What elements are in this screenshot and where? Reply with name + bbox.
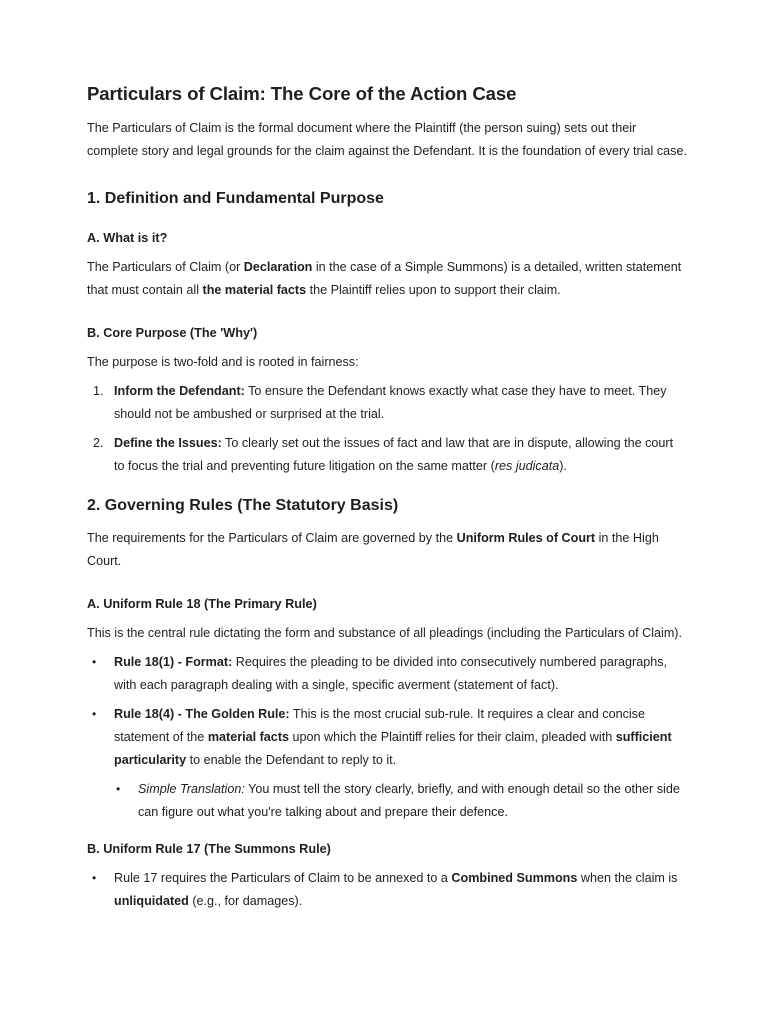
- bold-term: Define the Issues:: [114, 436, 222, 450]
- bold-term: Uniform Rules of Court: [456, 531, 596, 545]
- list-item: [87, 432, 687, 478]
- text-run: To clearly set out the issues of fact and law that are in dispute, allowing the court to focus the trial and preventing future litigation on the same matter (: [114, 436, 674, 473]
- bullet-icon: •: [92, 707, 97, 721]
- subsection-2a-intro: This is the central rule dictating the form and substance of all pleadings (including the Particulars of Claim).: [87, 626, 682, 640]
- subsection-2b-heading: B. Uniform Rule 17 (The Summons Rule): [87, 842, 331, 856]
- subsection-1b-intro: The purpose is two-fold and is rooted in fairness:: [87, 355, 359, 369]
- text-run: in the High Court.: [87, 531, 659, 568]
- italic-term: res judicata: [494, 459, 560, 473]
- bold-term: Combined Summons: [451, 871, 578, 885]
- text-run: The requirements for the Particulars of Claim are governed by the: [87, 531, 457, 545]
- page-title: Particulars of Claim: The Core of the Action Case: [87, 83, 517, 104]
- text-run: the Plaintiff relies upon to support their claim.: [306, 283, 561, 297]
- section-2-intro: [87, 527, 687, 573]
- list-number: 1.: [93, 384, 104, 398]
- list-item: [87, 651, 687, 697]
- text-run: Rule 17 requires the Particulars of Claim to be annexed to a: [114, 871, 452, 885]
- bold-term: the material facts: [202, 283, 307, 297]
- text-run: To ensure the Defendant knows exactly what case they have to meet. They should not be ambushed or surprised at the trial.: [114, 384, 667, 421]
- text-run: upon which the Plaintiff relies for their claim, pleaded with: [289, 730, 616, 744]
- rule-17-list: [87, 867, 687, 913]
- text-run: (e.g., for damages).: [188, 894, 303, 908]
- text-run: This is the most crucial sub-rule. It requires a clear and concise statement of the: [114, 707, 645, 744]
- subsection-1a-heading: A. What is it?: [87, 231, 168, 245]
- text-run: The Particulars of Claim (or: [87, 260, 244, 274]
- subsection-1b-heading: B. Core Purpose (The 'Why'): [87, 326, 258, 340]
- rule-18-list: [87, 651, 687, 772]
- section-2-heading: 2. Governing Rules (The Statutory Basis): [87, 497, 399, 514]
- bullet-icon: •: [92, 655, 97, 669]
- bullet-icon: •: [116, 782, 121, 796]
- italic-term: Simple Translation:: [138, 782, 245, 796]
- intro-paragraph: The Particulars of Claim is the formal document where the Plaintiff (the person suing) sets out their complete story and legal grounds for the claim against the Defendant. It is the foundation of every trial case.: [87, 121, 687, 158]
- bold-term: Declaration: [243, 260, 313, 274]
- bold-term: material facts: [207, 730, 290, 744]
- bold-term: Rule 18(4) - The Golden Rule:: [114, 707, 290, 721]
- bold-term: sufficient particularity: [114, 730, 672, 767]
- text-run: Requires the pleading to be divided into consecutively numbered paragraphs, with each paragraph dealing with a single, specific averment (statement of fact).: [114, 655, 668, 692]
- text-run: in the case of a Simple Summons) is a detailed, written statement that must contain all: [87, 260, 682, 297]
- text-run: when the claim is: [577, 871, 678, 885]
- subsection-1a-paragraph: [87, 256, 687, 302]
- purpose-list: [87, 380, 687, 478]
- bold-term: Rule 18(1) - Format:: [114, 655, 233, 669]
- bold-term: Inform the Defendant:: [114, 384, 245, 398]
- text-run: to enable the Defendant to reply to it.: [186, 753, 397, 767]
- bold-term: unliquidated: [114, 894, 189, 908]
- list-item: [87, 380, 687, 426]
- rule-18-sublist: [111, 778, 687, 824]
- subsection-2a-heading: A. Uniform Rule 18 (The Primary Rule): [87, 597, 317, 611]
- list-item: [87, 703, 687, 772]
- list-item: [87, 867, 687, 913]
- document-body: [87, 81, 687, 919]
- text-run: You must tell the story clearly, briefly, and with enough detail so the other side can figure out what you're talking about and prepare their defence.: [138, 782, 680, 819]
- list-item: [111, 778, 687, 824]
- section-1-heading: 1. Definition and Fundamental Purpose: [87, 190, 384, 207]
- text-run: ).: [559, 459, 567, 473]
- bullet-icon: •: [92, 871, 97, 885]
- list-number: 2.: [93, 436, 104, 450]
